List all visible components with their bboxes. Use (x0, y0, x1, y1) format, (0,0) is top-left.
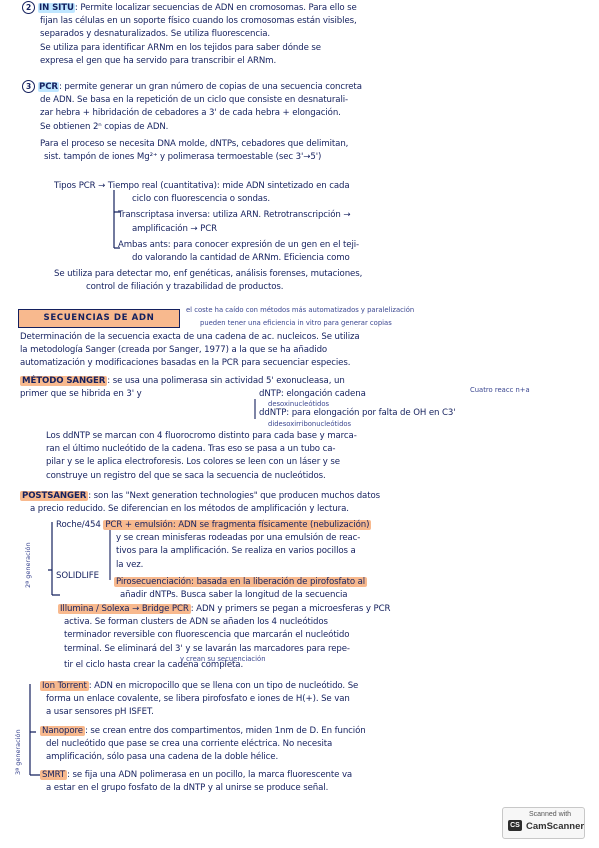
illumina-line-2: activa. Se forman clusters de ADN se añaden los 4 nucleótidos (64, 617, 328, 628)
insitu-title: IN SITU (39, 3, 74, 13)
nanopore-label: Nanopore (42, 726, 83, 736)
smrt-line-2: a estar en el grupo fosfato de la dNTP y al unirse se produce señal. (46, 783, 329, 794)
pcr-line-3: zar hebra + hibridación de cebadores a 3' de cada hebra + elongación. (40, 108, 341, 119)
nanopore-line-2: del nucleótido que pase se crea una corriente eléctrica. No necesita (46, 739, 333, 750)
piro-section (114, 576, 594, 602)
roche-line-3: tivos para la amplificación. Se realiza en varios pocillos a (116, 546, 356, 557)
nanopore-section (40, 725, 596, 765)
pcr-line-5: Para el proceso se necesita DNA molde, dNTPs, cebadores que delimitan, (40, 138, 349, 149)
sanger-ddntp-line: ddNTP: para elongación por falta de OH en C3' (259, 408, 456, 419)
secuencias-intro (20, 331, 595, 371)
secuencias-note-2: pueden tener una eficiencia in vitro para generar copias (200, 319, 392, 327)
roche-line-1 (56, 519, 596, 532)
iontorrent-text-0: : ADN en micropocillo que se llena con un tipo de nucleótido. Se (88, 681, 359, 691)
pcr-types (54, 180, 594, 295)
smrt-line-1 (40, 769, 596, 782)
pcr-types-row-1 (54, 180, 594, 193)
insitu-line-3: separados y desnaturalizados. Se utiliza fluorescencia. (40, 29, 271, 40)
piro-line-1 (114, 576, 594, 589)
pcr-types-row-5: Ambas ants: para conocer expresión de un gen en el teji- (118, 239, 360, 250)
sanger-title: MÉTODO SANGER (22, 376, 106, 386)
roche-section (56, 519, 596, 572)
sanger-dntp-line: dNTP: elongación cadena (259, 389, 366, 399)
nanopore-line-3: amplificación, sólo pasa una cadena de la doble hélice. (46, 752, 279, 763)
iontorrent-line-2: forma un enlace covalente, se libera pirofosfato e iones de H(+). Se van (46, 694, 350, 705)
secuencias-intro-2: la metodología Sanger (creada por Sanger, 1977) a la que se ha añadido (20, 345, 328, 356)
camscanner-line-2: CamScanner (526, 821, 585, 832)
smrt-label: SMRT (42, 770, 66, 780)
iontorrent-label: Ion Torrent (42, 681, 87, 691)
pcr-types-label: Tipos PCR → (54, 181, 106, 191)
vertical-label-3gen: 3ª generación (14, 729, 22, 775)
illumina-text-0: : ADN y primers se pegan a microesferas y PCR (190, 604, 391, 614)
insitu-line-2: fijan las células en un soporte físico cuando los cromosomas están visibles, (40, 16, 357, 27)
sanger-sub-3: didesoxirribonucleótidos (268, 420, 352, 428)
smrt-section (40, 769, 596, 795)
sanger-body (46, 430, 596, 483)
pcr-section (22, 80, 594, 164)
pcr-line-1 (22, 80, 594, 94)
pcr-number: 3 (22, 80, 35, 93)
illumina-line-5: tir el ciclo hasta crear la cadena completa. (64, 659, 244, 670)
illumina-line-4: terminal. Se eliminará del 3' y se lavarán las marcadores para repe- (64, 643, 350, 654)
illumina-label: Illumina / Solexa → Bridge PCR (60, 604, 189, 614)
pcr-text-0: : permite generar un gran número de copias de una secuencia concreta (58, 82, 362, 92)
camscanner-line-1: Scanned with (529, 811, 572, 818)
nanopore-text-0: : se crean entre dos compartimentos, miden 1nm de D. En función (84, 726, 366, 736)
insitu-text-0: : Permite localizar secuencias de ADN en cromosomas. Para ello se (74, 3, 357, 13)
secuencias-intro-3: automatización y modificaciones basadas en la PCR para secuenciar especies. (20, 358, 351, 369)
secuencias-intro-1: Determinación de la secuencia exacta de una cadena de ac. nucleicos. Se utiliza (20, 332, 360, 342)
postsanger-title: POSTSANGER (22, 491, 87, 501)
pcr-types-row-2: ciclo con fluorescencia o sondas. (132, 194, 270, 205)
vertical-label-2gen: 2ª generación (24, 542, 32, 588)
insitu-line-1 (22, 1, 594, 15)
pcr-types-row-8: control de filiación y trazabilidad de productos. (86, 282, 284, 293)
camscanner-badge (502, 807, 585, 839)
illumina-section (58, 603, 596, 672)
roche-pcr: PCR + emulsión: ADN se fragmenta físicamente (nebulización) (105, 520, 370, 530)
pcr-types-row-3: Transcriptasa inversa: utiliza ARN. Retrotranscripción → (118, 210, 351, 221)
piro-title: Pirosecuenciación: basada en la liberación de pirofosfato al (116, 577, 366, 587)
pcr-type-realtime: Tiempo real (cuantitativa): mide ADN sintetizado en cada (107, 181, 350, 191)
solid-label: SOLIDLIFE (56, 571, 99, 581)
roche-line-4: la vez. (116, 559, 144, 570)
roche-line-2: y se crean minisferas rodeadas por una emulsión de reac- (116, 533, 361, 544)
sanger-sub-2: desoxinucleótidos (268, 400, 330, 408)
pcr-title: PCR (39, 82, 58, 92)
insitu-section (22, 1, 594, 68)
smrt-text-0: : se fija una ADN polimerasa en un pocillo, la marca fluorescente va (67, 770, 353, 780)
insitu-line-4: Se utiliza para identificar ARNm en los tejidos para saber dónde se (40, 42, 321, 53)
postsanger-line-1 (20, 490, 595, 503)
postsanger-text-0: : son las "Next generation technologies" que producen muchos datos (88, 491, 381, 501)
iontorrent-line-3: a usar sensores pH ISFET. (46, 707, 154, 718)
pcr-types-row-6: do valorando la cantidad de ARNm. Eficiencia como (132, 253, 350, 264)
postsanger-section (20, 490, 595, 516)
nanopore-line-1 (40, 725, 596, 738)
illumina-sub: y crean su secuenciación (180, 655, 266, 663)
roche-label: Roche/454 (56, 520, 101, 530)
sanger-line-2: primer que se hibrida en 3' y (20, 389, 142, 400)
sanger-body-2: ran el último nucleótido de la cadena. Tras eso se pasa a un tubo ca- (46, 444, 336, 455)
piro-line-2: añadir dNTPs. Busca saber la longitud de la secuencia (120, 590, 348, 601)
secuencias-header: SECUENCIAS DE ADN (18, 309, 180, 328)
pcr-line-6: sist. tampón de iones Mg²⁺ y polimerasa termoestable (sec 3'→5') (44, 152, 322, 163)
iontorrent-section (40, 680, 596, 720)
sanger-body-4: construye un registro del que se saca la secuencia de nucleótidos. (46, 470, 326, 481)
pcr-line-4: Se obtienen 2ⁿ copias de ADN. (40, 121, 169, 132)
pcr-types-row-7: Se utiliza para detectar mo, enf genéticas, análisis forenses, mutaciones, (54, 269, 363, 280)
sanger-text-0: : se usa una polimerasa sin actividad 5' exonucleasa, un (107, 376, 345, 386)
postsanger-line-2: a precio reducido. Se diferencian en los métodos de amplificación y lectura. (30, 504, 349, 515)
insitu-line-5: expresa el gen que ha servido para transcribir el ARNm. (40, 55, 277, 66)
illumina-line-3: terminador reversible con fluorescencia que marcarán el nucleótido (64, 630, 350, 641)
insitu-number: 2 (22, 1, 35, 14)
camscanner-logo-icon: CS (508, 820, 522, 831)
sanger-body-3: pilar y se le aplica electroforesis. Los colores se leen con un láser y se (46, 457, 340, 468)
sanger-body-1: Los ddNTP se marcan con 4 fluorocromo distinto para cada base y marca- (46, 431, 357, 441)
pcr-line-2: de ADN. Se basa en la repetición de un ciclo que consiste en desnaturali- (40, 95, 349, 106)
sanger-sub-1: Cuatro reacc n+a (470, 386, 530, 394)
secuencias-note-1: el coste ha caído con métodos más automatizados y paralelización (186, 306, 415, 314)
illumina-line-1 (58, 603, 596, 616)
pcr-types-row-4: amplificación → PCR (132, 223, 218, 234)
iontorrent-line-1 (40, 680, 596, 693)
